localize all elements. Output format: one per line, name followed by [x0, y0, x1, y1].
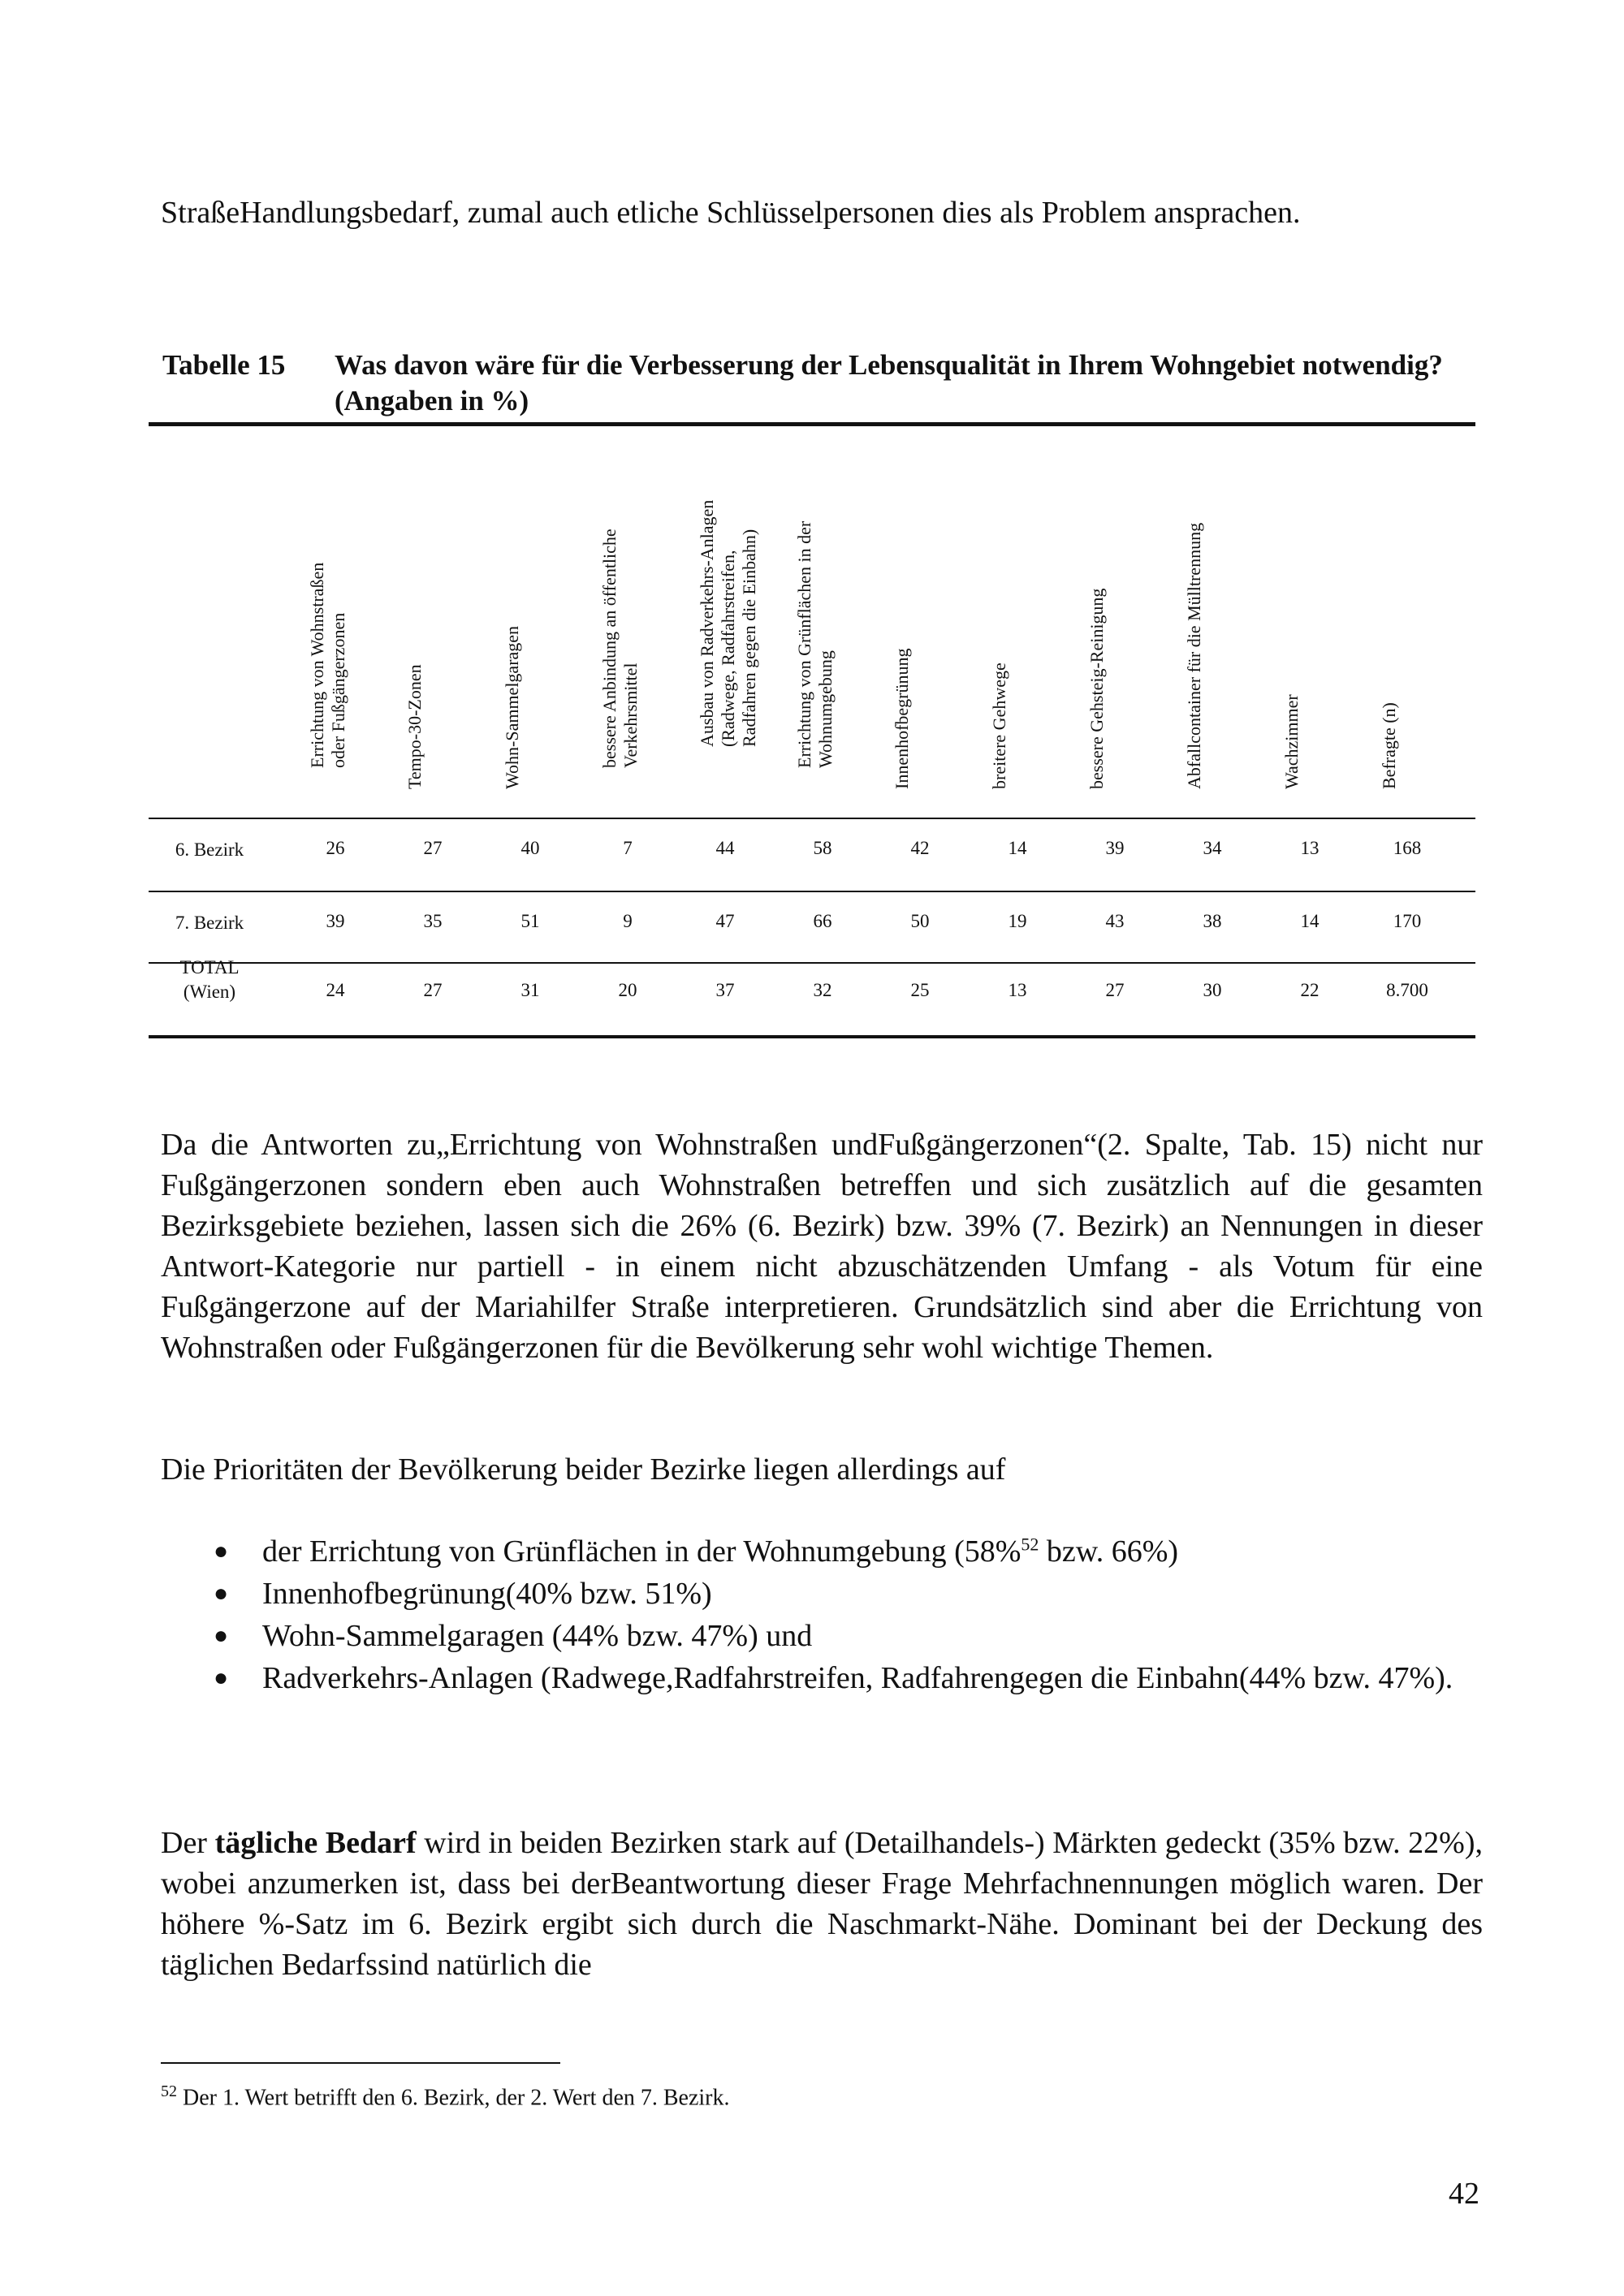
table-cell: 26 [326, 838, 345, 858]
column-header-label: bessere Gehsteig-Reinigung [1086, 588, 1107, 789]
row-label: 7. Bezirk [175, 913, 244, 933]
table-cell: 13 [1008, 980, 1027, 1000]
column-header-label: Wachzimmer [1281, 694, 1302, 789]
list-item-text: Innenhofbegrünung(40% bzw. 51%) [262, 1577, 712, 1611]
table-cell: 25 [910, 980, 930, 1000]
table-bottom-rule [149, 1035, 1475, 1038]
table-cell: 43 [1105, 911, 1125, 931]
table-row-rule [149, 962, 1475, 964]
table-cell: 34 [1203, 838, 1222, 858]
table-cell: 8.700 [1386, 980, 1428, 1000]
table-cell: 170 [1393, 911, 1422, 931]
paragraph-daily-needs [161, 1823, 1483, 1985]
list-item [161, 1573, 1483, 1615]
column-header-label: breitere Gehwege [989, 662, 1009, 789]
table-cell: 22 [1300, 980, 1320, 1000]
table-cell: 20 [618, 980, 637, 1000]
column-header-label: bessere Anbindung an öffentliche Verkehrsmittel [599, 529, 641, 768]
table-cell: 51 [520, 911, 540, 931]
list-item-text: der Errichtung von Grünflächen in der Wohnumgebung (58% [262, 1534, 1021, 1569]
bullet-icon: ● [214, 1538, 229, 1564]
list-item [161, 1615, 1483, 1657]
list-item-text: Radverkehrs-Anlagen (Radwege,Radfahrstreifen, Radfahrengegen die Einbahn(44% bzw. 47%). [262, 1661, 1453, 1695]
para3-text-end: wird in beiden Bezirken stark auf (Detailhandels-) Märkten gedeckt (35% bzw. 22%), wobei anzumerken ist, dass bei derBeantwortung dieser Frage Mehrfachnennungen möglich waren. Der höhere %-Satz im 6. Bezirk ergibt sich durch die Naschmarkt-Nähe. Dominant bei der Deckung des täglichen Bedarfssind natürlich die [161, 1826, 1483, 1982]
footnote-separator [161, 2062, 560, 2064]
table-cell: 39 [1105, 838, 1125, 858]
table-cell: 38 [1203, 911, 1222, 931]
table-cell: 32 [813, 980, 832, 1000]
column-header-label: Errichtung von Wohnstraßen oder Fußgängerzonen [307, 562, 348, 768]
list-item [161, 1657, 1483, 1699]
table-cell: 7 [623, 838, 633, 858]
list-item-text-end: bzw. 66%) [1039, 1534, 1179, 1569]
column-header-label: Innenhofbegrünung [892, 648, 912, 789]
table-cell: 39 [326, 911, 345, 931]
column-header-label: Ausbau von Radverkehrs-Anlagen (Radwege, Radfahrstreifen, Radfahren gegen die Einbahn) [697, 499, 759, 747]
column-header-label: Wohn-Sammelgaragen [502, 625, 522, 789]
table-cell: 19 [1008, 911, 1027, 931]
table-cell: 24 [326, 980, 345, 1000]
table-cell: 66 [813, 911, 832, 931]
table-cell: 14 [1300, 911, 1320, 931]
table-cell: 14 [1008, 838, 1027, 858]
paragraph-responses: Da die Antworten zu„Errichtung von Wohnstraßen undFußgängerzonen“(2. Spalte, Tab. 15) nicht nur Fußgängerzonen sondern eben auch Wohnstraßen betreffen und sich zusätzlich auf die gesamten Bezirksgebiete beziehen, lassen sich die 26% (6. Bezirk) bzw. 39% (7. Bezirk) an Nennungen in dieser Antwort-Kategorie nur partiell - in einem nicht abzuschätzenden Umfang - als Votum für eine Fußgängerzone auf der Mariahilfer Straße interpretieren. Grundsätzlich sind aber die Errichtung von Wohnstraßen oder Fußgängerzonen für die Bevölkerung sehr wohl wichtige Themen. [161, 1128, 1483, 1365]
column-header-label: Tempo-30-Zonen [404, 664, 425, 789]
table-cell: 50 [910, 911, 930, 931]
table-caption-text: Was davon wäre für die Verbesserung der Lebensqualität in Ihrem Wohngebiet notwendig?(Angaben in %) [335, 349, 1443, 416]
bullet-icon: ● [214, 1664, 229, 1691]
table-cell: 27 [423, 838, 443, 858]
table-cell: 58 [813, 838, 832, 858]
table-cell: 42 [910, 838, 930, 858]
table-cell: 35 [423, 911, 443, 931]
footnote [161, 2077, 730, 2113]
para3-text-start: Der [161, 1826, 215, 1860]
table-cell: 27 [423, 980, 443, 1000]
table-cell: 168 [1393, 838, 1422, 858]
table-cell: 40 [520, 838, 540, 858]
table-cell: 30 [1203, 980, 1222, 1000]
paragraph-priorities: Die Prioritäten der Bevölkerung beider Bezirke liegen allerdings auf [161, 1452, 1006, 1487]
column-header-label: Befragte (n) [1379, 702, 1399, 789]
table-cell: 9 [623, 911, 633, 931]
footnote-reference: 52 [1021, 1534, 1039, 1555]
table-cell: 13 [1300, 838, 1320, 858]
intro-paragraph: StraßeHandlungsbedarf, zumal auch etliche Schlüsselpersonen dies als Problem ansprachen. [161, 196, 1301, 230]
para3-bold-term: tägliche Bedarf [214, 1826, 417, 1860]
footnote-number: 52 [161, 2082, 177, 2100]
table-cell: 47 [715, 911, 735, 931]
row-label: TOTAL (Wien) [179, 957, 240, 1002]
row-label: 6. Bezirk [175, 839, 244, 860]
footnote-text: Der 1. Wert betrifft den 6. Bezirk, der 2. Wert den 7. Bezirk. [177, 2085, 730, 2111]
bullet-icon: ● [214, 1622, 229, 1649]
bullet-icon: ● [214, 1580, 229, 1607]
column-header-label: Abfallcontainer für die Mülltrennung [1184, 522, 1204, 789]
page-number: 42 [1449, 2177, 1479, 2211]
list-item-text: Wohn-Sammelgaragen (44% bzw. 47%) und [262, 1619, 813, 1653]
table-caption-label: Tabelle 15 [162, 349, 286, 381]
data-table [149, 422, 1475, 1039]
list-item [161, 1530, 1483, 1573]
table-cell: 44 [715, 838, 735, 858]
table-cell: 37 [715, 980, 735, 1000]
column-header-label: Errichtung von Grünflächen in der Wohnumgebung [794, 520, 836, 768]
table-row-rule [149, 891, 1475, 892]
table-cell: 27 [1105, 980, 1125, 1000]
priorities-list [161, 1530, 1483, 1699]
table-cell: 31 [520, 980, 540, 1000]
table-header-rule [149, 818, 1475, 819]
